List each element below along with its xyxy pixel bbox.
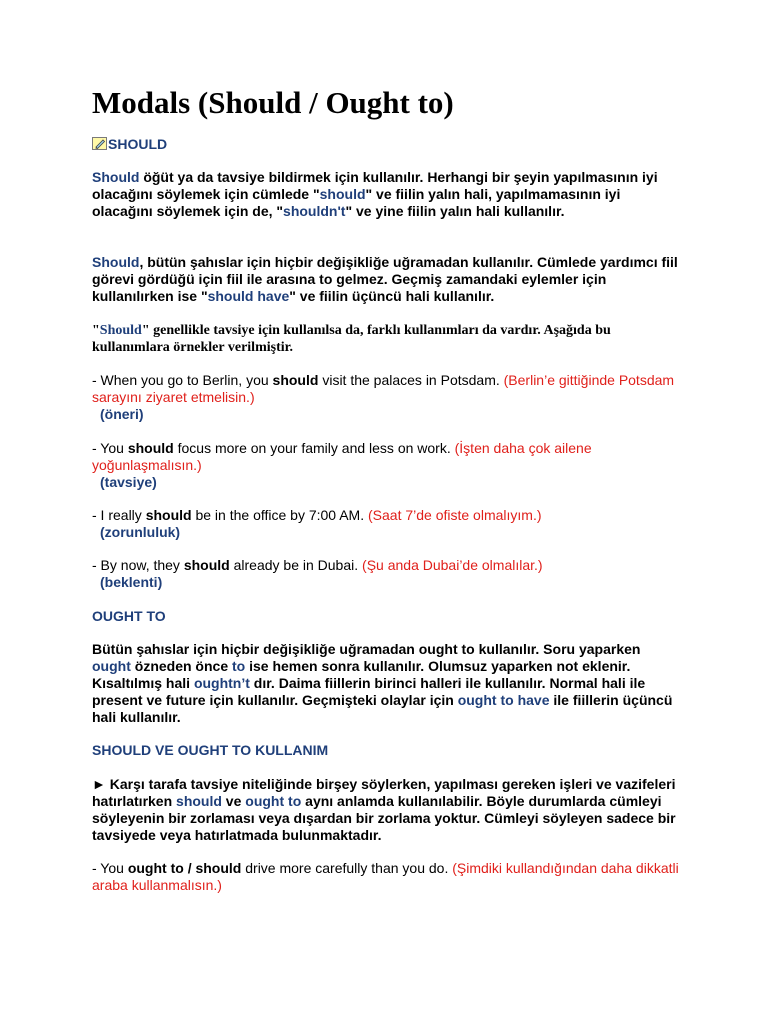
example-text: visit the palaces in Potsdam. bbox=[318, 372, 504, 388]
keyword: to bbox=[232, 658, 246, 674]
keyword: should bbox=[176, 793, 222, 809]
example-text: drive more carefully than you do. bbox=[241, 860, 453, 876]
keyword: oughtn’t bbox=[193, 675, 250, 691]
paragraph-text: özneden önce bbox=[130, 658, 232, 674]
example-keyword: ought to / should bbox=[127, 860, 242, 876]
paragraph-text: ve bbox=[221, 793, 246, 809]
paragraph-should-intro bbox=[92, 169, 682, 220]
example-1 bbox=[92, 372, 682, 423]
paragraph-text: dır. Daima fiillerin birinci halleri ile kullanılır. Normal hali ile present ve future için kullanılır. Geçmişteki olaylar için bbox=[92, 675, 646, 708]
example-4 bbox=[92, 557, 682, 591]
paragraph-text: ile fiillerin üçüncü hali kullanılır. bbox=[92, 692, 673, 725]
paragraph-text: aynı anlamda kullanılabilir. Böyle durumlarda cümleyi söyleyenin bir zorlaması veya dışardan bir zorlama yoktur. Cümleyi söyleyen sadece bir tavsiyede veya hatırlatmada bulunmaktadır. bbox=[92, 793, 676, 843]
paragraph-text: ise hemen sonra kullanılır. Olumsuz yaparken not eklenir. Kısaltılmış hali bbox=[92, 658, 631, 691]
paragraph-text: " ve fiilin üçüncü hali kullanılır. bbox=[289, 288, 495, 304]
keyword: Should bbox=[99, 323, 142, 338]
page-title: Modals (Should / Ought to) bbox=[92, 85, 454, 120]
paragraph-ought-to bbox=[92, 641, 682, 726]
should-heading-row bbox=[92, 136, 682, 153]
example-usage-tag: (tavsiye) bbox=[100, 474, 157, 490]
keyword: ought to have bbox=[457, 692, 550, 708]
example-usage-tag: (beklenti) bbox=[100, 574, 163, 590]
example-usage-tag: (zorunluluk) bbox=[100, 524, 181, 540]
ought-to-heading: OUGHT TO bbox=[92, 608, 166, 624]
keyword: should have bbox=[207, 288, 290, 304]
example-translation: (Şimdiki kullandığından daha dikkatli araba kullanmalısın.) bbox=[92, 860, 679, 893]
example-2 bbox=[92, 440, 682, 491]
usage-heading: SHOULD VE OUGHT TO KULLANIM bbox=[92, 742, 329, 758]
keyword: ought bbox=[92, 658, 131, 674]
ought-heading-row bbox=[92, 608, 682, 625]
example-text: - You bbox=[92, 860, 128, 876]
example-translation: (Şu anda Dubai’de olmalılar.) bbox=[362, 557, 543, 573]
keyword: should bbox=[319, 186, 366, 202]
keyword: shouldn't bbox=[283, 203, 346, 219]
example-keyword: should bbox=[145, 507, 192, 523]
example-text: already be in Dubai. bbox=[229, 557, 363, 573]
example-text: - I really bbox=[92, 507, 146, 523]
keyword: ought to bbox=[245, 793, 302, 809]
paragraph-should-other-uses bbox=[92, 322, 682, 356]
pencil-note-icon bbox=[92, 137, 107, 150]
quote-mark: " bbox=[92, 323, 100, 338]
example-keyword: should bbox=[183, 557, 230, 573]
example-keyword: should bbox=[272, 372, 319, 388]
example-text: be in the office by 7:00 AM. bbox=[191, 507, 368, 523]
paragraph-text: öğüt ya da tavsiye bildirmek için kullanılır. Herhangi bir şeyin yapılmasının iyi olacağını söylemek için cümlede " bbox=[92, 169, 658, 202]
example-5 bbox=[92, 860, 682, 894]
usage-heading-row bbox=[92, 742, 682, 759]
keyword: Should bbox=[92, 254, 140, 270]
example-translation: (Saat 7’de ofiste olmalıyım.) bbox=[368, 507, 542, 523]
example-translation: (İşten daha çok ailene yoğunlaşmalısın.) bbox=[92, 440, 592, 473]
paragraph-usage bbox=[92, 776, 682, 844]
keyword: Should bbox=[92, 169, 140, 185]
example-text: - When you go to Berlin, you bbox=[92, 372, 273, 388]
paragraph-text: Bütün şahıslar için hiçbir değişikliğe uğramadan ought to kullanılır. Soru yaparken bbox=[92, 641, 641, 657]
paragraph-should-usage bbox=[92, 254, 682, 305]
paragraph-text: , bütün şahıslar için hiçbir değişikliğe uğramadan kullanılır. Cümlede yardımcı fiil görevi gördüğü için fiil ile arasına to gelmez. Geçmiş zamandaki eylemler için kullanılırken ise " bbox=[92, 254, 678, 304]
should-heading: SHOULD bbox=[108, 136, 168, 152]
example-text: - You bbox=[92, 440, 128, 456]
example-translation: (Berlin’e gittiğinde Potsdam sarayını ziyaret etmelisin.) bbox=[92, 372, 675, 405]
paragraph-text: " ve fiilin yalın hali, yapılmamasının iyi olacağını söylemek için de, " bbox=[92, 186, 621, 219]
example-3 bbox=[92, 507, 682, 541]
example-text: - By now, they bbox=[92, 557, 184, 573]
paragraph-text: ► Karşı tarafa tavsiye niteliğinde birşey söylerken, yapılması gereken işleri ve vazifeleri hatırlatırken bbox=[92, 776, 676, 809]
example-usage-tag: (öneri) bbox=[100, 406, 144, 422]
example-keyword: should bbox=[127, 440, 174, 456]
paragraph-text: " genellikle tavsiye için kullanılsa da, farklı kullanımları da vardır. Aşağıda bu kullanımlara örnekler verilmiştir. bbox=[92, 323, 611, 355]
paragraph-text: " ve yine fiilin yalın hali kullanılır. bbox=[345, 203, 565, 219]
example-text: focus more on your family and less on work. bbox=[173, 440, 455, 456]
